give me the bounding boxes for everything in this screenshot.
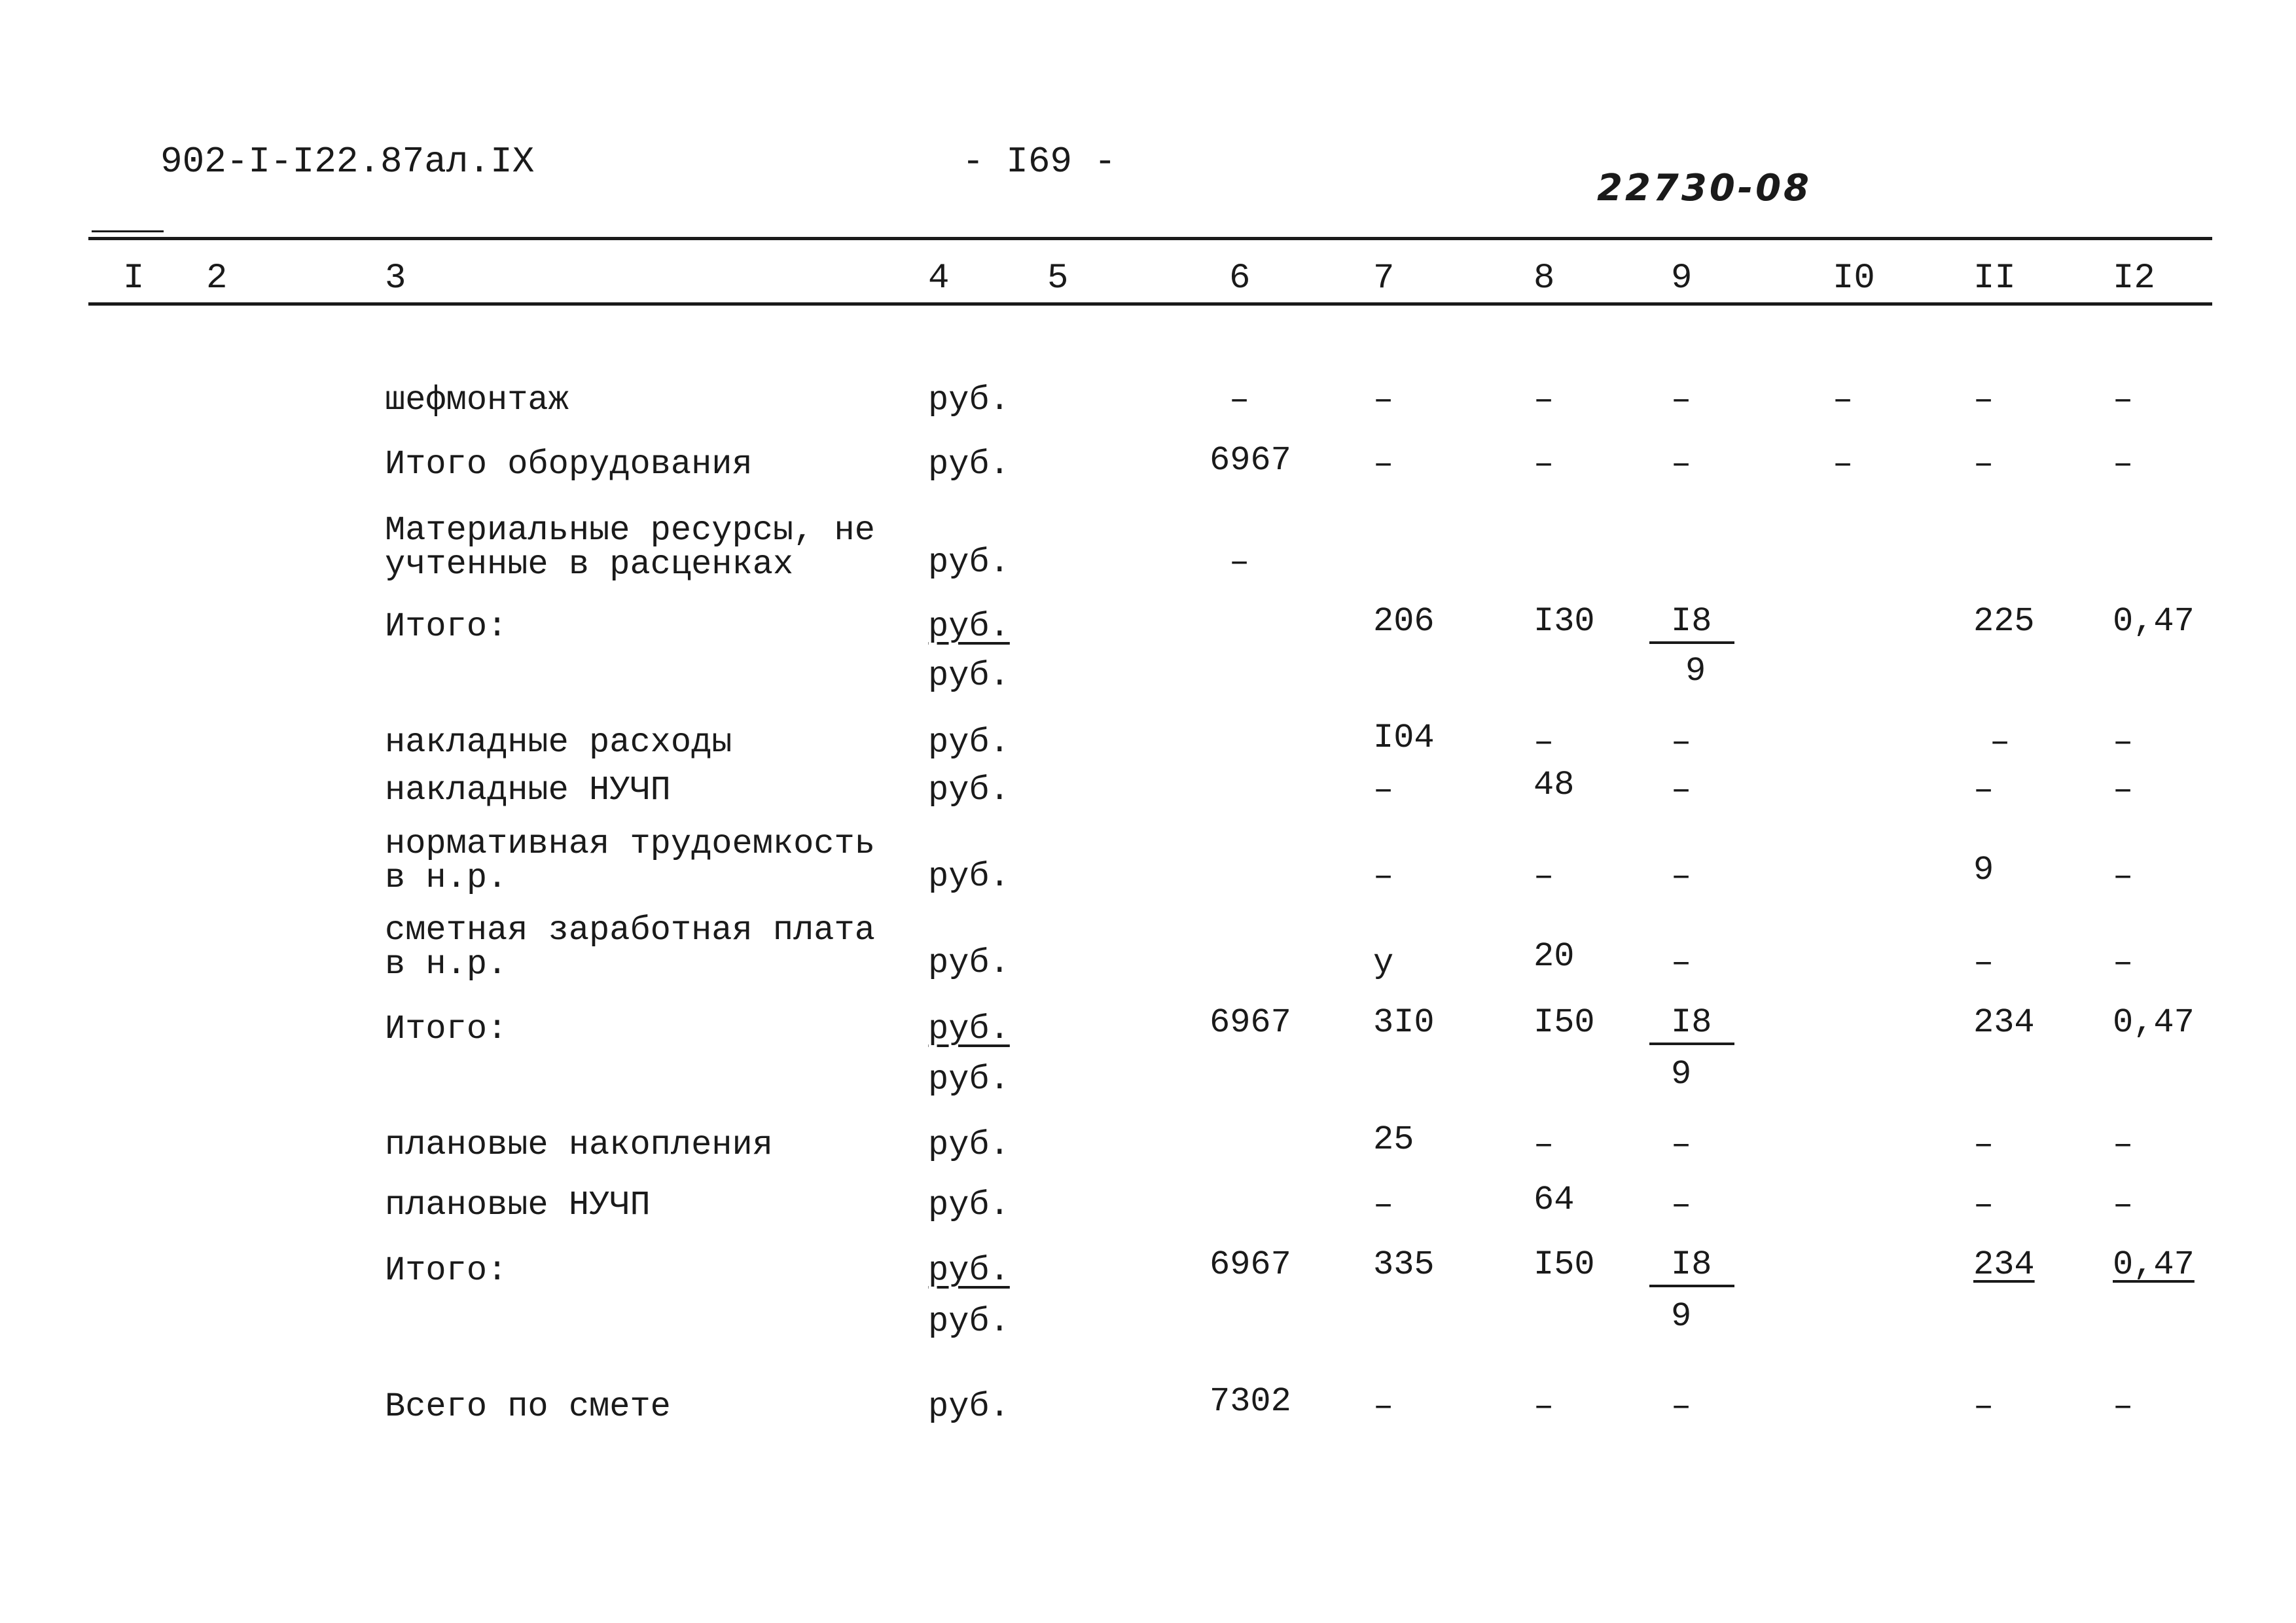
cell-c10: – (1833, 381, 1854, 419)
cell-c8: 48 (1534, 766, 1575, 804)
cell-c9-denominator: 9 (1685, 652, 1706, 690)
col-header-8: 8 (1534, 259, 1555, 298)
row-unit: руб. (928, 381, 1010, 419)
cell-c9: – (1671, 381, 1692, 419)
row-unit: руб. (928, 1126, 1010, 1164)
cell-c8: – (1534, 445, 1554, 484)
cell-c12: – (2113, 445, 2134, 484)
row-name-line2: в н.р. (385, 945, 508, 984)
cell-c6: 6967 (1210, 441, 1291, 480)
cell-c9: – (1671, 771, 1692, 810)
row-name-line1: сметная заработная плата (385, 911, 875, 950)
cell-c11: – (1990, 723, 2011, 762)
row-unit-top: руб. (928, 1010, 1010, 1048)
cell-c7: 335 (1373, 1245, 1435, 1284)
cell-c11: – (1973, 944, 1994, 982)
cell-c8: 64 (1534, 1181, 1575, 1219)
row-unit-top: руб. (928, 607, 1010, 646)
row-unit-bottom: руб. (928, 1302, 1010, 1341)
cell-c8: – (1534, 723, 1554, 762)
table-header-rule (88, 302, 2212, 306)
row-name: Итого: (385, 1251, 508, 1290)
row-name-line2: в н.р. (385, 859, 508, 897)
row-name-line1: Материальные ресурсы, не (385, 511, 875, 550)
cell-c9: – (1671, 445, 1692, 484)
cell-c7: I04 (1373, 719, 1435, 757)
cell-c12: – (2113, 771, 2134, 810)
row-unit: руб. (928, 543, 1010, 582)
row-name: Всего по смете (385, 1387, 671, 1426)
cell-c11: – (1973, 381, 1994, 419)
page-number: - I69 - (962, 141, 1117, 183)
cell-c12: 0,47 (2113, 1245, 2195, 1284)
margin-mark (92, 230, 164, 232)
cell-c9: – (1671, 1186, 1692, 1224)
cell-c8: 20 (1534, 937, 1575, 976)
cell-c8: – (1534, 1126, 1554, 1164)
row-unit-bottom: руб. (928, 656, 1010, 695)
cell-c9: – (1671, 857, 1692, 896)
cell-c12: 0,47 (2113, 1003, 2195, 1042)
cell-c6: – (1229, 543, 1250, 582)
inventory-number: 22730-08 (1597, 167, 1812, 209)
cell-c11: – (1973, 445, 1994, 484)
col-header-5: 5 (1047, 259, 1069, 298)
cell-c12: 0,47 (2113, 602, 2195, 641)
cell-c11: 225 (1973, 602, 2035, 641)
col-header-2: 2 (206, 259, 228, 298)
table-top-rule (88, 237, 2212, 240)
col-header-4: 4 (928, 259, 950, 298)
cell-c12: – (2113, 857, 2134, 896)
row-name: накладные НУЧП (385, 771, 671, 810)
cell-c7: 3I0 (1373, 1003, 1435, 1042)
cell-c11: – (1973, 771, 1994, 810)
cell-c7: – (1373, 1387, 1394, 1426)
cell-c7: – (1373, 857, 1394, 896)
cell-c12: – (2113, 381, 2134, 419)
cell-c7: – (1373, 445, 1394, 484)
fraction-bar (1649, 1043, 1734, 1045)
cell-c7: 206 (1373, 602, 1435, 641)
cell-c9: – (1671, 944, 1692, 982)
cell-c9-denominator: 9 (1671, 1055, 1692, 1094)
cell-c7: у (1373, 944, 1394, 982)
cell-c9: – (1671, 1126, 1692, 1164)
cell-c11: – (1973, 1186, 1994, 1224)
cell-c8: I30 (1534, 602, 1595, 641)
row-name: шефмонтаж (385, 381, 569, 419)
cell-c6: 6967 (1210, 1245, 1291, 1284)
row-unit: руб. (928, 723, 1010, 762)
row-unit: руб. (928, 1387, 1010, 1426)
cell-c9-numerator: I8 (1671, 1245, 1712, 1284)
row-unit: руб. (928, 771, 1010, 810)
cell-c8: – (1534, 381, 1554, 419)
cell-c11: 234 (1973, 1003, 2035, 1042)
cell-c8: – (1534, 1387, 1554, 1426)
cell-c9: – (1671, 1387, 1692, 1426)
row-unit: руб. (928, 1186, 1010, 1224)
cell-c7: – (1373, 771, 1394, 810)
cell-c11: 9 (1973, 851, 1994, 889)
cell-c8: – (1534, 857, 1554, 896)
col-header-6: 6 (1229, 259, 1251, 298)
cell-c9: – (1671, 723, 1692, 762)
row-unit-top: руб. (928, 1251, 1010, 1290)
cell-c9-numerator: I8 (1671, 1003, 1712, 1042)
col-header-11: II (1973, 259, 2016, 298)
col-header-12: I2 (2113, 259, 2155, 298)
col-header-9: 9 (1671, 259, 1693, 298)
row-name: накладные расходы (385, 723, 732, 762)
fraction-bar (1649, 641, 1734, 644)
document-code: 902-I-I22.87ал.IX (160, 141, 535, 183)
row-unit: руб. (928, 445, 1010, 484)
cell-c11: 234 (1973, 1245, 2035, 1284)
cell-c11: – (1973, 1126, 1994, 1164)
col-header-10: I0 (1833, 259, 1875, 298)
cell-c11: – (1973, 1387, 1994, 1426)
fraction-bar (1649, 1285, 1734, 1287)
row-name: плановые накопления (385, 1126, 773, 1164)
row-name: Итого: (385, 607, 508, 646)
cell-c12: – (2113, 944, 2134, 982)
cell-c12: – (2113, 723, 2134, 762)
cell-c6: 6967 (1210, 1003, 1291, 1042)
row-unit: руб. (928, 944, 1010, 982)
row-name: Итого: (385, 1010, 508, 1048)
cell-c12: – (2113, 1387, 2134, 1426)
cell-c7: – (1373, 1186, 1394, 1224)
cell-c6: 7302 (1210, 1382, 1291, 1421)
row-name: плановые НУЧП (385, 1186, 651, 1224)
cell-c12: – (2113, 1186, 2134, 1224)
col-header-3: 3 (385, 259, 406, 298)
col-header-7: 7 (1373, 259, 1395, 298)
row-name-line2: учтенные в расценках (385, 545, 794, 584)
row-name: Итого оборудования (385, 445, 753, 484)
row-name-line1: нормативная трудоемкость (385, 825, 875, 863)
cell-c8: I50 (1534, 1245, 1595, 1284)
cell-c10: – (1833, 445, 1854, 484)
cell-c6: – (1229, 381, 1250, 419)
cell-c9-denominator: 9 (1671, 1297, 1692, 1336)
cell-c9-numerator: I8 (1671, 602, 1712, 641)
row-unit-bottom: руб. (928, 1060, 1010, 1099)
col-header-1: I (123, 259, 145, 298)
cell-c7: – (1373, 381, 1394, 419)
cell-c8: I50 (1534, 1003, 1595, 1042)
cell-c12: – (2113, 1126, 2134, 1164)
cell-c7: 25 (1373, 1120, 1414, 1159)
row-unit: руб. (928, 857, 1010, 896)
